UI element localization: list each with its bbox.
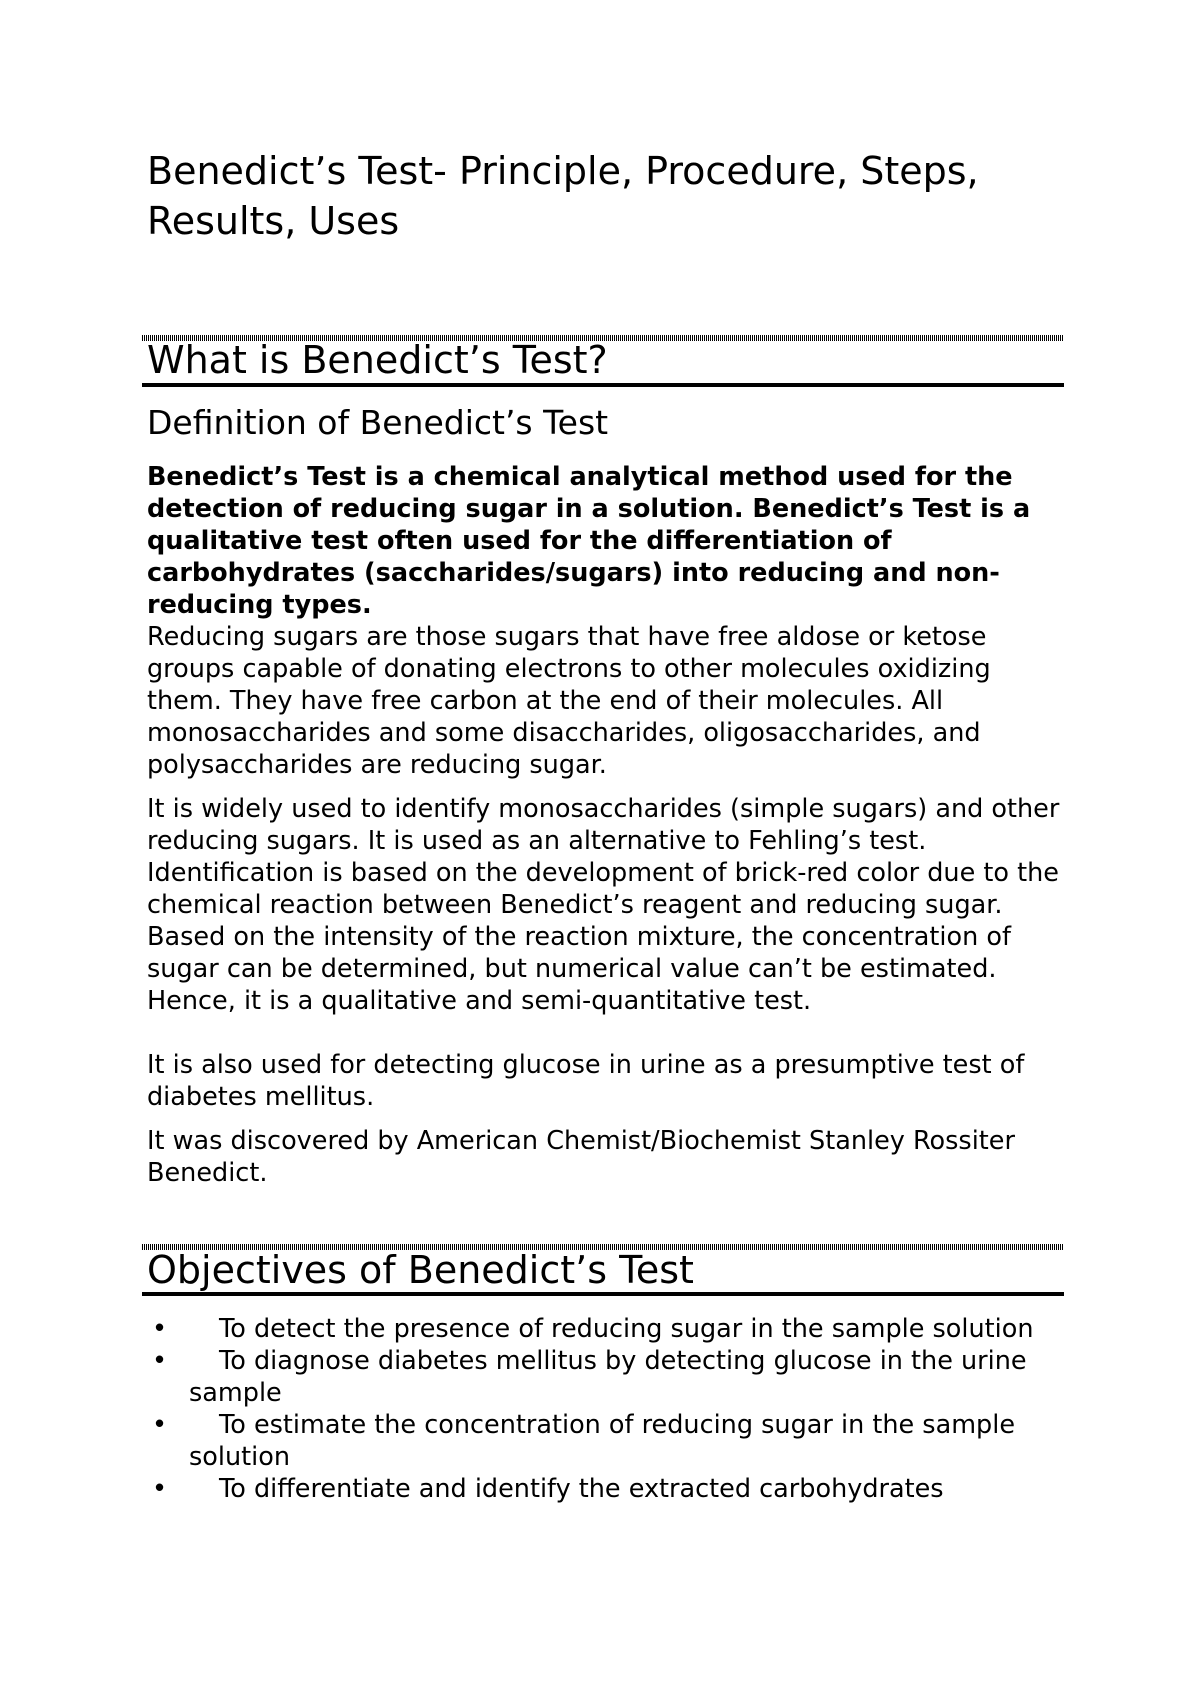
list-item: [147, 1409, 1062, 1473]
list-item-text: To detect the presence of reducing sugar in the sample solution: [219, 1314, 1034, 1344]
uses-paragraph: It is widely used to identify monosaccharides (simple sugars) and other reducing sugars. It is used as an alternative to Fehling’s test. Identification is based on the development of brick-red color due to the chemical reaction between Benedict’s reagent and reducing sugar. Based on the intensity of the reaction mixture, the concentration of sugar can be determined, but numerical value can’t be estimated. Hence, it is a qualitative and semi-quantitative test.: [147, 794, 1060, 1016]
discovery-paragraph: It was discovered by American Chemist/Biochemist Stanley Rossiter Benedict.: [147, 1126, 1015, 1188]
section-heading-objectives: Objectives of Benedict’s Test: [147, 1248, 694, 1292]
bullet-icon: •: [152, 1346, 168, 1376]
list-item-text: To differentiate and identify the extracted carbohydrates: [219, 1474, 944, 1504]
definition-paragraph: Benedict’s Test is a chemical analytical method used for the detection of reducing sugar in a solution. Benedict’s Test is a qualitative test often used for the differentiation of carbohydrates (saccharides/sugars) into reducing and non-reducing types.: [147, 462, 1031, 620]
urine-test-paragraph: It is also used for detecting glucose in urine as a presumptive test of diabetes mellitus.: [147, 1050, 1025, 1112]
bullet-icon: •: [152, 1474, 168, 1504]
list-item: [147, 1313, 1062, 1345]
reducing-sugar-paragraph: Reducing sugars are those sugars that have free aldose or ketose groups capable of donating electrons to other molecules oxidizing them. They have free carbon at the end of their molecules. All monosaccharides and some disaccharides, oligosaccharides, and polysaccharides are reducing sugar.: [147, 622, 991, 780]
section-heading-what-is: What is Benedict’s Test?: [147, 338, 608, 382]
bullet-icon: •: [152, 1410, 168, 1440]
section-rule-bottom: [142, 1292, 1064, 1296]
list-item: [147, 1473, 1062, 1505]
list-item-text: To diagnose diabetes mellitus by detecting glucose in the urine sample: [189, 1346, 1027, 1408]
section-rule-bottom: [142, 383, 1064, 387]
list-item-text: To estimate the concentration of reducing sugar in the sample solution: [189, 1410, 1016, 1472]
objectives-list: [147, 1313, 1062, 1505]
list-item: [147, 1345, 1062, 1409]
subheading-definition: Definition of Benedict’s Test: [147, 403, 609, 442]
document-title: Benedict’s Test- Principle, Procedure, Steps, Results, Uses: [147, 149, 979, 243]
bullet-icon: •: [152, 1314, 168, 1344]
